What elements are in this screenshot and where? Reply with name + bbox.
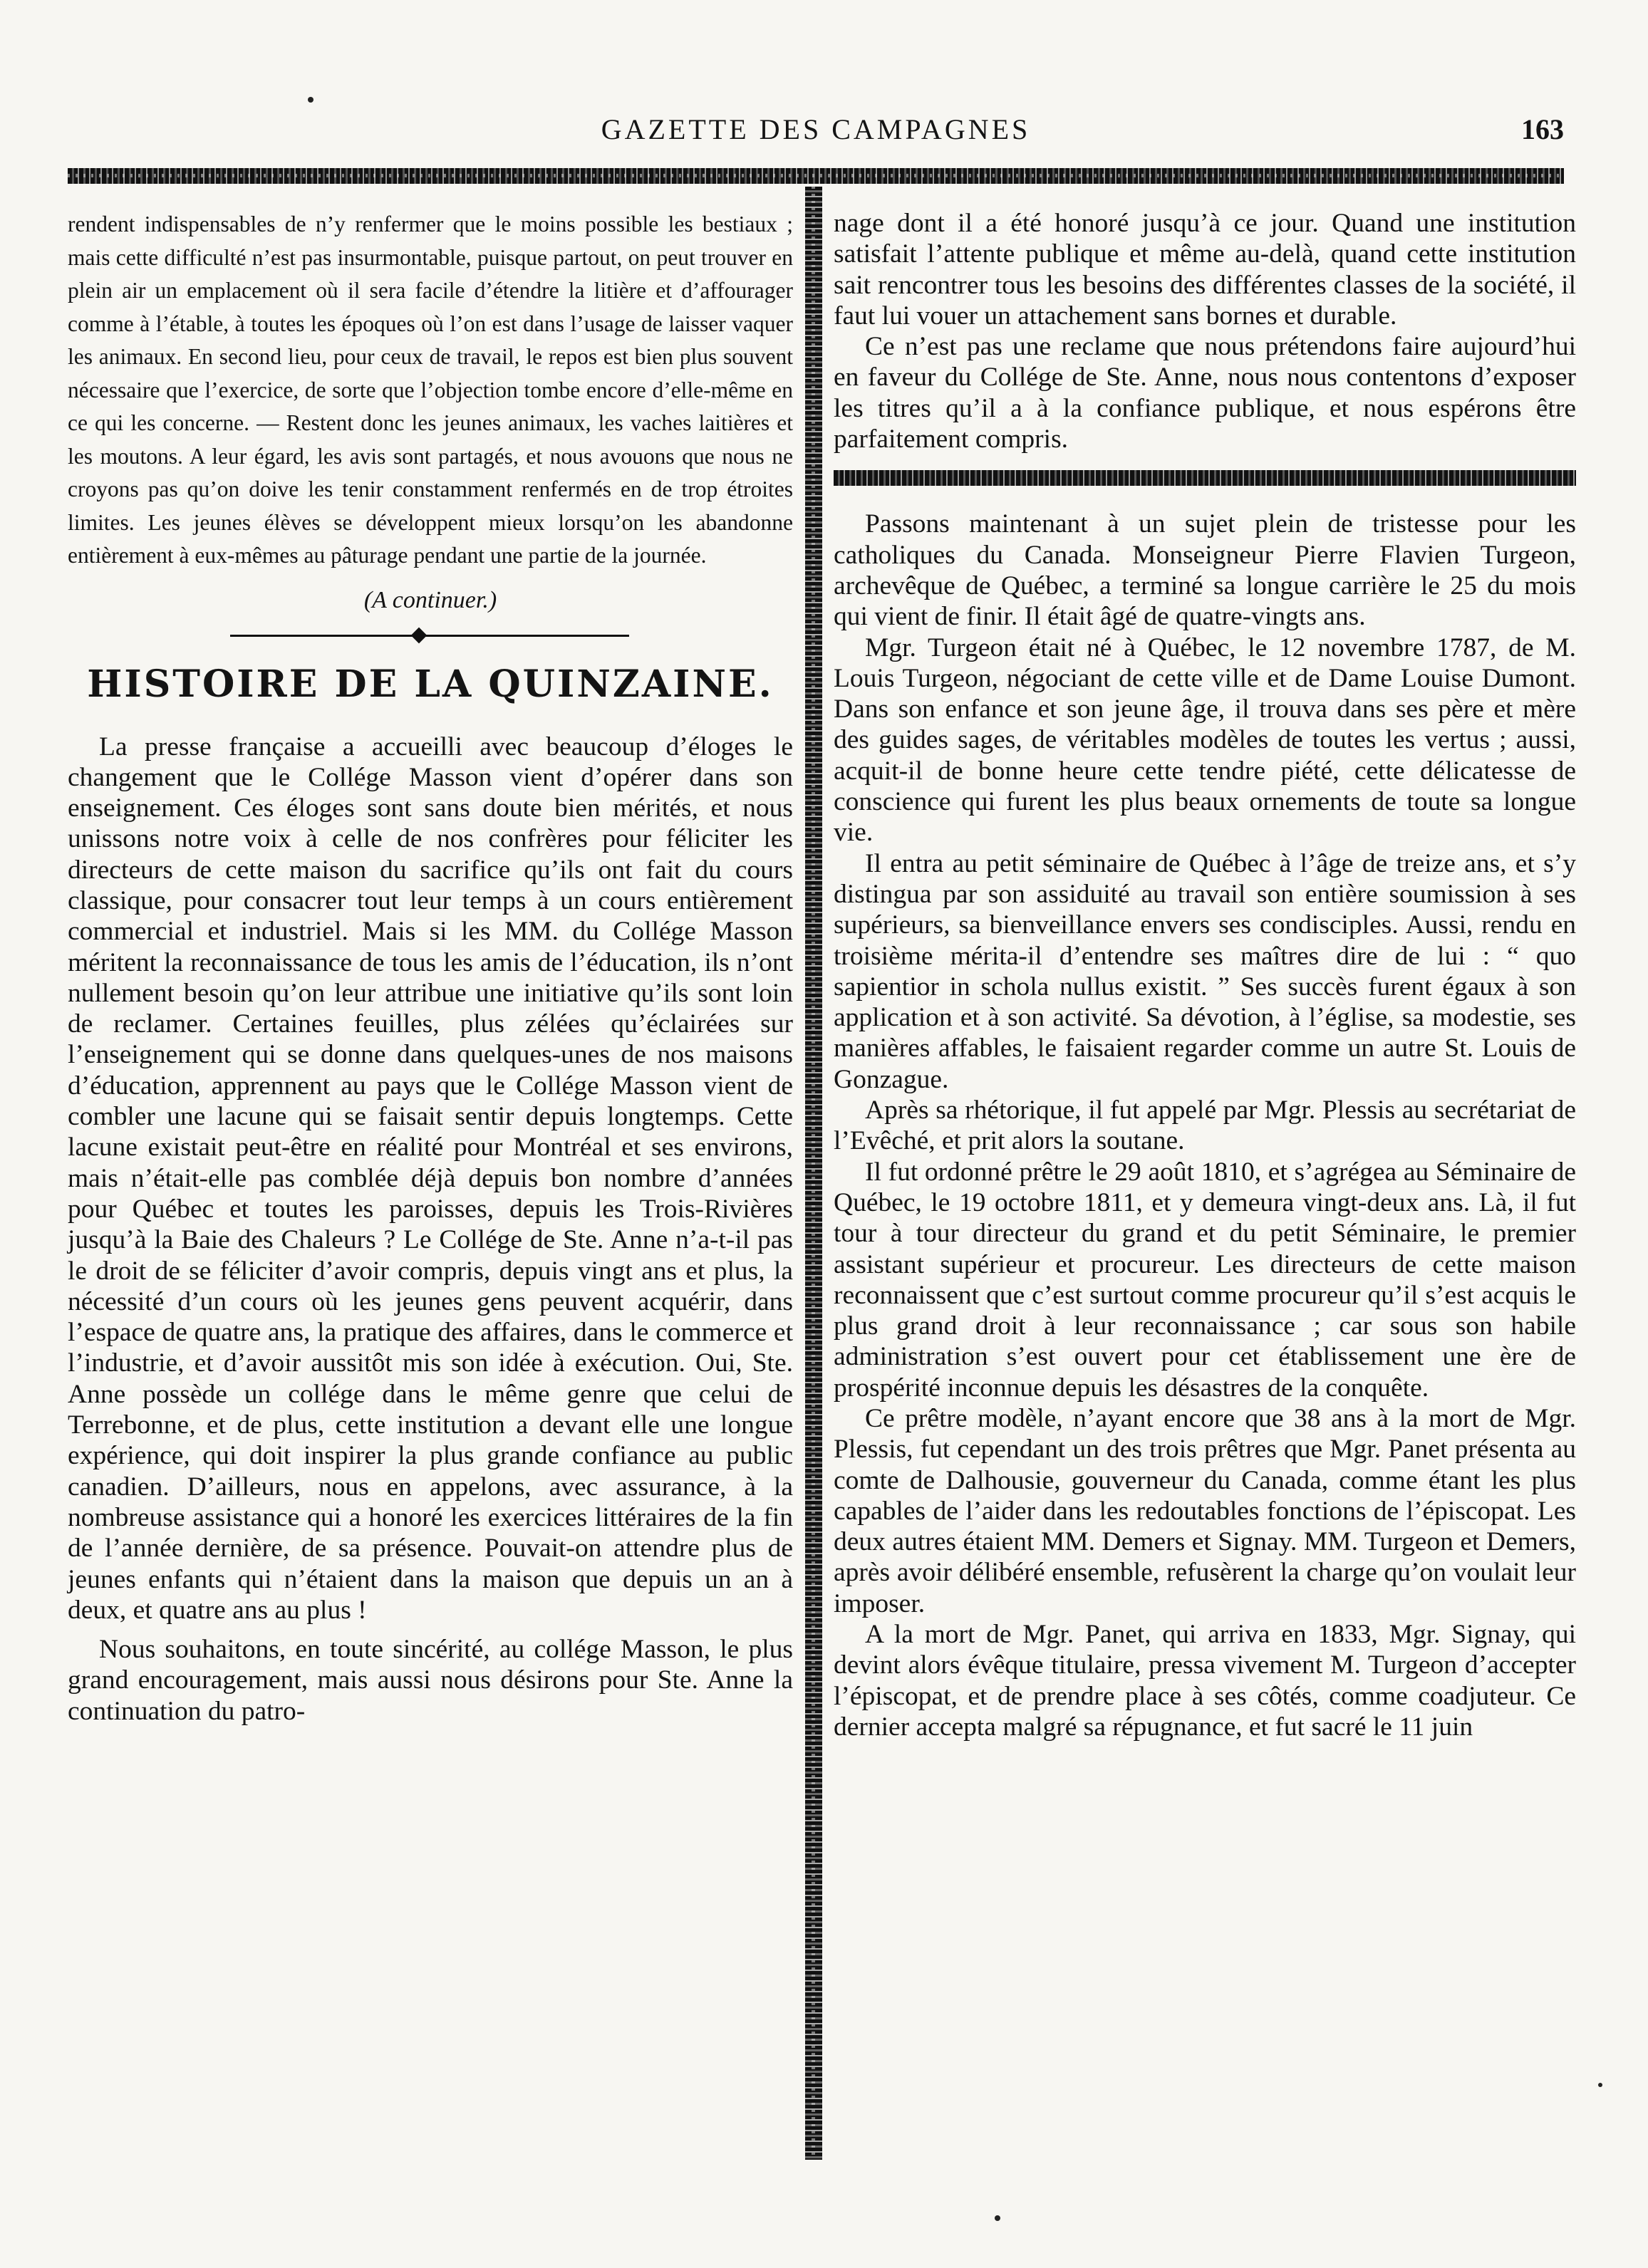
page-number: 163 [1521, 113, 1564, 145]
article-paragraph: Il fut ordonné prêtre le 29 août 1810, et s’agrégea au Séminaire de Québec, le 19 octobre 1811, et y demeura vingt-deux ans. Là, il fut tour à tour directeur du grand et du petit Séminaire, le premier assistant supérieur et procureur. Les directeurs de cette maison reconnaissent que c’est surtout comme procureur qu’il s’est acquis le plus grand droit à leur reconnaissance ; car sous son habile administration s’est ouvert pour cet établissement une ère de prospérité inconnue depuis les désastres de la conquête. [834, 1157, 1576, 1403]
print-speck [308, 97, 313, 103]
section-rule-bar [834, 470, 1576, 486]
article-paragraph: Après sa rhétorique, il fut appelé par Mgr. Plessis au secrétariat de l’Evêché, et prit alors la soutane. [834, 1096, 1576, 1156]
continuation-note: (A continuer.) [363, 586, 497, 613]
left-column [68, 208, 793, 1727]
article-continued-text: rendent indispensables de n’y renfermer que le moins possible les bestiaux ; mais cette difficulté n’est pas insurmontable, puisque partout, on peut trouver en plein air un emplacement où il sera facile d’étendre la litière et d’affourager comme à l’étable, à toutes les époques où l’on est dans l’usage de laisser vaquer les animaux. En second lieu, pour ceux de travail, le repos est bien plus souvent nécessaire que l’exercice, de sorte que l’objection tombe encore d’elle-même en ce qui les concerne. — Restent donc les jeunes animaux, les vaches laitières et les moutons. A leur égard, les avis sont partagés, et nous avouons que nous ne croyons pas qu’on doive les tenir constamment renfermés en de trop étroites limites. Les jeunes élèves se développent mieux lorsqu’on les abandonne entièrement à eux-mêmes au pâturage pendant une partie de la journée. [68, 212, 793, 568]
running-head [68, 107, 1564, 150]
print-speck [995, 2215, 1000, 2221]
print-speck [1598, 2083, 1602, 2087]
article-paragraph: A la mort de Mgr. Panet, qui arriva en 1833, Mgr. Signay, qui devint alors évêque titulaire, pressa vivement M. Turgeon d’accepter l’épiscopat, et de prendre place à ses côtés, comme coadjuteur. Ce dernier accepta malgré sa répugnance, et fut sacré le 11 juin [834, 1620, 1576, 1742]
section-heading: HISTOIRE DE LA QUINZAINE. [87, 662, 774, 706]
article-paragraph: La presse française a accueilli avec beaucoup d’éloges le changement que le Collége Masson vient d’opérer dans son enseignement. Ces éloges sont sans doute bien mérités, et nous unissons notre voix à celle de nos confrères pour féliciter les directeurs de cette maison du sacrifice qu’ils ont fait du cours classique, pour consacrer tout leur temps à un cours entièrement commercial et industriel. Mais si les MM. du Collége Masson méritent la reconnaissance de tous les amis de l’éducation, ils n’ont nullement besoin qu’on leur attribue une initiative qu’ils sont loin de reclamer. Certaines feuilles, plus zélées qu’éclairées sur l’enseignement qui se donne dans quelques-unes de nos maisons d’éducation, apprennent au pays que le Collége Masson vient de combler une lacune qui se faisait sentir depuis longtemps. Cette lacune existait peut-être en réalité pour Montréal et ses environs, mais n’était-elle pas comblée déjà depuis bon nombre d’années pour Québec et toutes les paroisses, depuis les Trois-Rivières jusqu’à la Baie des Chaleurs ? Le Collége de Ste. Anne n’a-t-il pas le droit de se féliciter d’avoir compris, depuis vingt ans et plus, la nécessité d’un cours où les jeunes gens peuvent acquérir, dans l’espace de quatre ans, la pratique des affaires, dans le commerce et l’industrie, et d’avoir aussitôt mis son idée à exécution. Oui, Ste. Anne possède un collége dans le même genre que celui de Terrebonne, et de plus, cette institution a devant elle une longue expérience, qui doit inspirer la plus grande confiance au public canadien. D’ailleurs, nous en appelons, avec assurance, à la nombreuse assistance qui a honoré les exercices littéraires de la fin de l’année dernière, de sa présence. Pouvait-on attendre plus de jeunes enfants qui n’étaient dans la maison que depuis un an à deux, et quatre ans au plus ! [68, 732, 793, 1625]
header-rule [68, 168, 1564, 184]
article-paragraph: Ce prêtre modèle, n’ayant encore que 38 ans à la mort de Mgr. Plessis, fut cependant un des trois prêtres que Mgr. Panet présenta au comte de Dalhousie, gouverneur du Canada, comme étant les plus capables de l’aider dans les redoutables fonctions de l’épiscopat. Les deux autres étaient MM. Demers et Signay. MM. Turgeon et Demers, après avoir délibéré ensemble, refusèrent la charge qu’on voulait leur imposer. [834, 1403, 1576, 1618]
article-paragraph: Nous souhaitons, en toute sincérité, au collége Masson, le plus grand encouragement, mais aussi nous désirons pour Ste. Anne la continuation du patro- [68, 1635, 793, 1726]
article-continued-text: nage dont il a été honoré jusqu’à ce jour. Quand une institution satisfait l’attente publique et même au-delà, quand cette institution sait rencontrer tous les besoins des différentes classes de la société, il faut lui vouer un attachement sans bornes et durable. [834, 209, 1576, 331]
section-rule [834, 470, 1576, 489]
ornamental-rule-line [230, 635, 629, 637]
publication-title: GAZETTE DES CAMPAGNES [601, 113, 1031, 145]
article-paragraph: Il entra au petit séminaire de Québec à l’âge de treize ans, et s’y distingua par son assiduité au travail son entière soumission à ses supérieurs, sa bienveillance envers ses condisciples. Aussi, rendu en troisième mérita-il d’entendre ses maîtres dire de lui : “ quo sapientior in schola nullus existit. ” Ses succès furent égaux à son application et à son activité. Sa dévotion, à l’église, sa modestie, ses manières affables, le faisaient regarder comme un autre St. Louis de Gonzague. [834, 848, 1576, 1094]
right-column [834, 208, 1576, 1742]
ornamental-diamond-icon [411, 627, 427, 643]
article-paragraph: Passons maintenant à un sujet plein de tristesse pour les catholiques du Canada. Monseigneur Pierre Flavien Turgeon, archevêque de Québec, a terminé sa longue carrière le 25 du mois qui vient de finir. Il était âgé de quatre-vingts ans. [834, 509, 1576, 632]
ornamental-rule [68, 630, 793, 641]
column-divider [805, 187, 822, 2160]
article-paragraph: Mgr. Turgeon était né à Québec, le 12 novembre 1787, de M. Louis Turgeon, négociant de cette ville et de Dame Louise Dumont. Dans son enfance et son jeune âge, il trouva dans ses père et mère des guides sages, de véritables modèles de toutes les vertus ; aussi, acquit-il de bonne heure cette tendre piété, cette délicatesse de conscience qui furent les plus beaux ornements de toute sa longue vie. [834, 633, 1576, 848]
article-paragraph: Ce n’est pas une reclame que nous prétendons faire aujourd’hui en faveur du Collége de Ste. Anne, nous nous contentons d’exposer les titres qu’il a à la confiance publique, et nous espérons être parfaitement compris. [834, 332, 1576, 454]
